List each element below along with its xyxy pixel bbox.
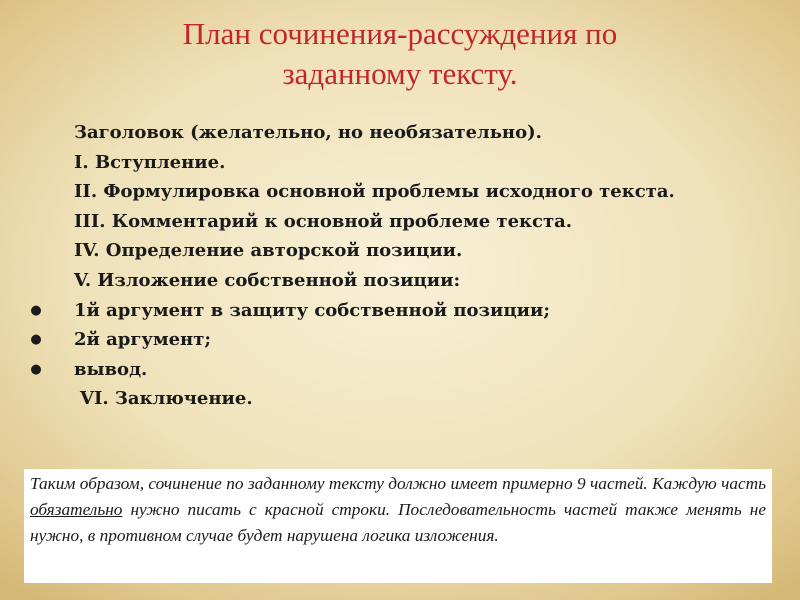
bullet-icon: ● [30, 361, 42, 377]
plan-item-author-position: IV. Определение авторской позиции. [74, 240, 463, 262]
plan-item-heading: Заголовок (желательно, но необязательно). [74, 122, 542, 143]
slide-title [100, 14, 700, 94]
plan-item-argument-1: ● 1й аргумент в защиту собственной позиции; [30, 296, 790, 326]
plan-item-own-position: V. Изложение собственной позиции: [74, 269, 461, 291]
plan-item-argument-2: ● 2й аргумент; [30, 325, 790, 355]
note-text-1: Таким образом, сочинение по заданному тексту должно имеет примерно 9 частей. Каждую часть [30, 474, 766, 493]
plan-item-conclusion-point: ● вывод. [30, 355, 790, 385]
plan-item-commentary: III. Комментарий к основной проблеме текста. [74, 210, 573, 232]
note-underlined-word: обязательно [30, 500, 123, 519]
bullet-icon: ● [30, 332, 42, 348]
note-text-2: нужно писать с красной строки. Последовательность частей также менять не нужно, в противном случае будет нарушена логика изложения. [30, 500, 766, 545]
plan-list [30, 118, 790, 414]
title-line-2: заданному тексту. [282, 56, 518, 91]
plan-item-problem: II. Формулировка основной проблемы исходного текста. [74, 181, 675, 203]
summary-note [24, 469, 772, 583]
plan-item-conclusion: VI. Заключение. [80, 388, 253, 410]
bullet-icon: ● [30, 302, 42, 318]
plan-item-introduction: I. Вступление. [74, 151, 226, 173]
title-line-1: План сочинения-рассуждения по [182, 16, 618, 51]
